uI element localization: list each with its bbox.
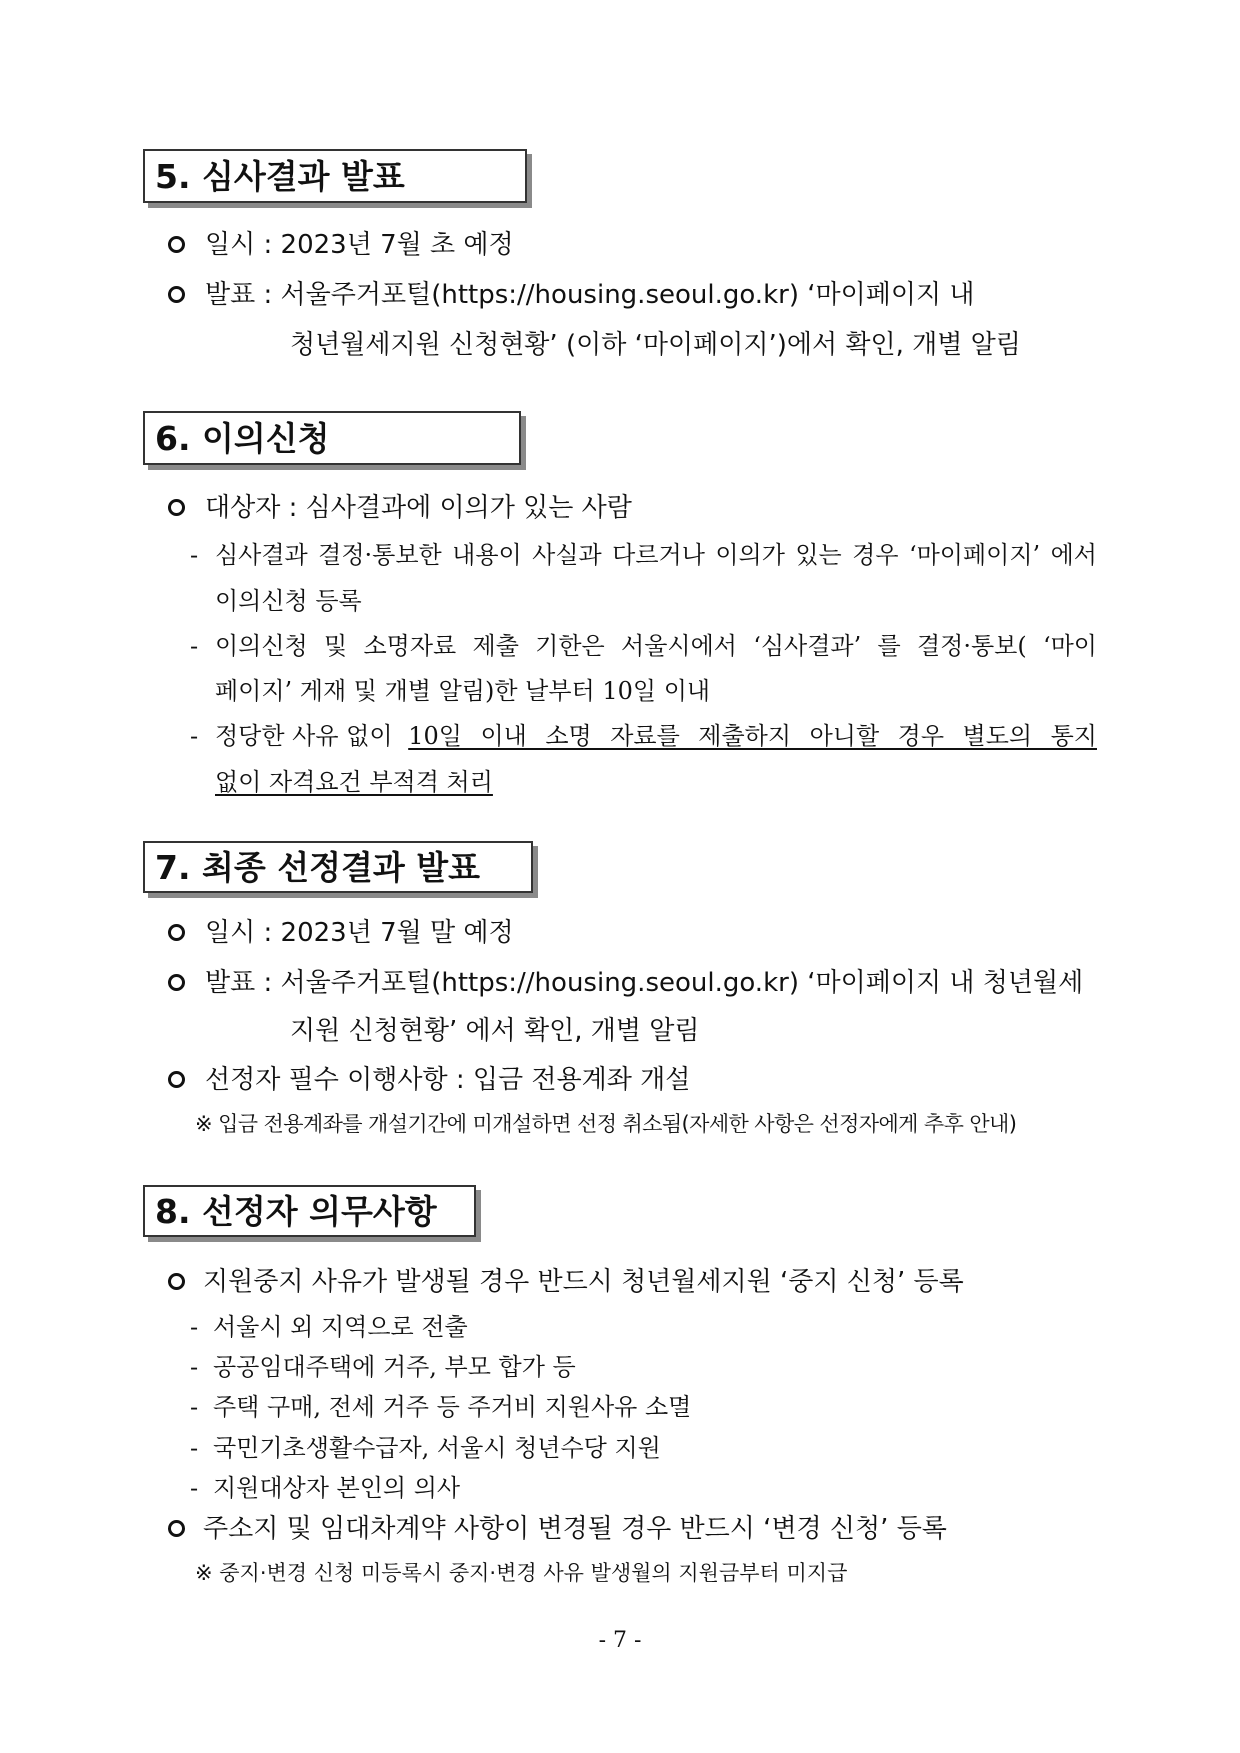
s7-announce-line: 발표 : 서울주거포털(https://housing.seoul.go.kr) ‘마이페이지 내 청년월세 (205, 968, 1084, 998)
s6-detail-2b: 페이지’ 게재 및 개별 알림)한 날부터 10일 이내 (215, 677, 711, 705)
s6-detail-3b: 없이 자격요건 부적격 처리 (215, 768, 493, 796)
dash-marker: - (190, 1393, 199, 1421)
s6-detail-1a: 심사결과 결정·통보한 내용이 사실과 다르거나 이의가 있는 경우 ‘마이페이지’ 에서 (215, 541, 1097, 569)
bullet-circle-icon (168, 924, 185, 941)
s6-detail-1b: 이의신청 등록 (215, 587, 362, 615)
bullet-circle-icon (168, 499, 185, 516)
s6-detail-3a (215, 724, 1097, 748)
s7-announce-cont: 지원 신청현황’ 에서 확인, 개별 알림 (290, 1016, 700, 1046)
s5-announce-line: 발표 : 서울주거포털(https://housing.seoul.go.kr) ‘마이페이지 내 (205, 280, 975, 310)
s8-detail-5: 지원대상자 본인의 의사 (213, 1474, 461, 1502)
s8-detail-3: 주택 구매, 전세 거주 등 주거비 지원사유 소멸 (213, 1393, 692, 1421)
dash-marker: - (190, 541, 199, 569)
s8-detail-2: 공공임대주택에 거주, 부모 합가 등 (213, 1353, 576, 1381)
s8-suspend-line: 지원중지 사유가 발생될 경우 반드시 청년월세지원 ‘중지 신청’ 등록 (203, 1267, 964, 1297)
section-6-title: 6. 이의신청 (155, 418, 330, 458)
dash-marker: - (190, 1474, 199, 1502)
dash-marker: - (190, 1353, 199, 1381)
section-8-title: 8. 선정자 의무사항 (155, 1191, 437, 1231)
s5-announce-cont: 청년월세지원 신청현황’ (이하 ‘마이페이지’)에서 확인, 개별 알림 (290, 330, 1021, 360)
dash-marker: - (190, 1313, 199, 1341)
dash-marker: - (190, 632, 199, 660)
bullet-circle-icon (168, 1273, 185, 1290)
dash-marker: - (190, 1434, 199, 1462)
s6-detail-3a-plain: 정당한 사유 없이 (215, 722, 401, 750)
s6-target-line: 대상자 : 심사결과에 이의가 있는 사람 (205, 493, 632, 523)
bullet-circle-icon (168, 1071, 185, 1088)
dash-marker: - (190, 722, 199, 750)
s8-change-line: 주소지 및 임대차계약 사항이 변경될 경우 반드시 ‘변경 신청’ 등록 (203, 1514, 947, 1544)
section-6-heading (143, 411, 521, 465)
bullet-circle-icon (168, 1520, 185, 1537)
s8-note: ※ 중지·변경 신청 미등록시 중지·변경 사유 발생월의 지원금부터 미지급 (195, 1561, 848, 1585)
s8-detail-4: 국민기초생활수급자, 서울시 청년수당 지원 (213, 1434, 661, 1462)
s6-detail-3a-underlined: 10일 이내 소명 자료를 제출하지 아니할 경우 별도의 통지 (408, 722, 1097, 750)
section-7-heading (143, 841, 533, 893)
page-number: - 7 - (598, 1628, 642, 1653)
s5-date-line: 일시 : 2023년 7월 초 예정 (205, 230, 514, 260)
s8-detail-1: 서울시 외 지역으로 전출 (213, 1313, 468, 1341)
section-7-title: 7. 최종 선정결과 발표 (155, 847, 480, 887)
s7-date-line: 일시 : 2023년 7월 말 예정 (205, 918, 514, 948)
section-5-title: 5. 심사결과 발표 (155, 156, 405, 196)
bullet-circle-icon (168, 974, 185, 991)
s6-detail-2a: 이의신청 및 소명자료 제출 기한은 서울시에서 ‘심사결과’ 를 결정·통보( ‘마이 (215, 632, 1097, 660)
bullet-circle-icon (168, 236, 185, 253)
section-5-heading (143, 149, 527, 203)
s7-requirement-line: 선정자 필수 이행사항 : 입금 전용계좌 개설 (205, 1065, 691, 1095)
s7-note: ※ 입금 전용계좌를 개설기간에 미개설하면 선정 취소됨(자세한 사항은 선정자에게 추후 안내) (195, 1112, 1017, 1136)
bullet-circle-icon (168, 286, 185, 303)
section-8-heading (143, 1185, 476, 1237)
